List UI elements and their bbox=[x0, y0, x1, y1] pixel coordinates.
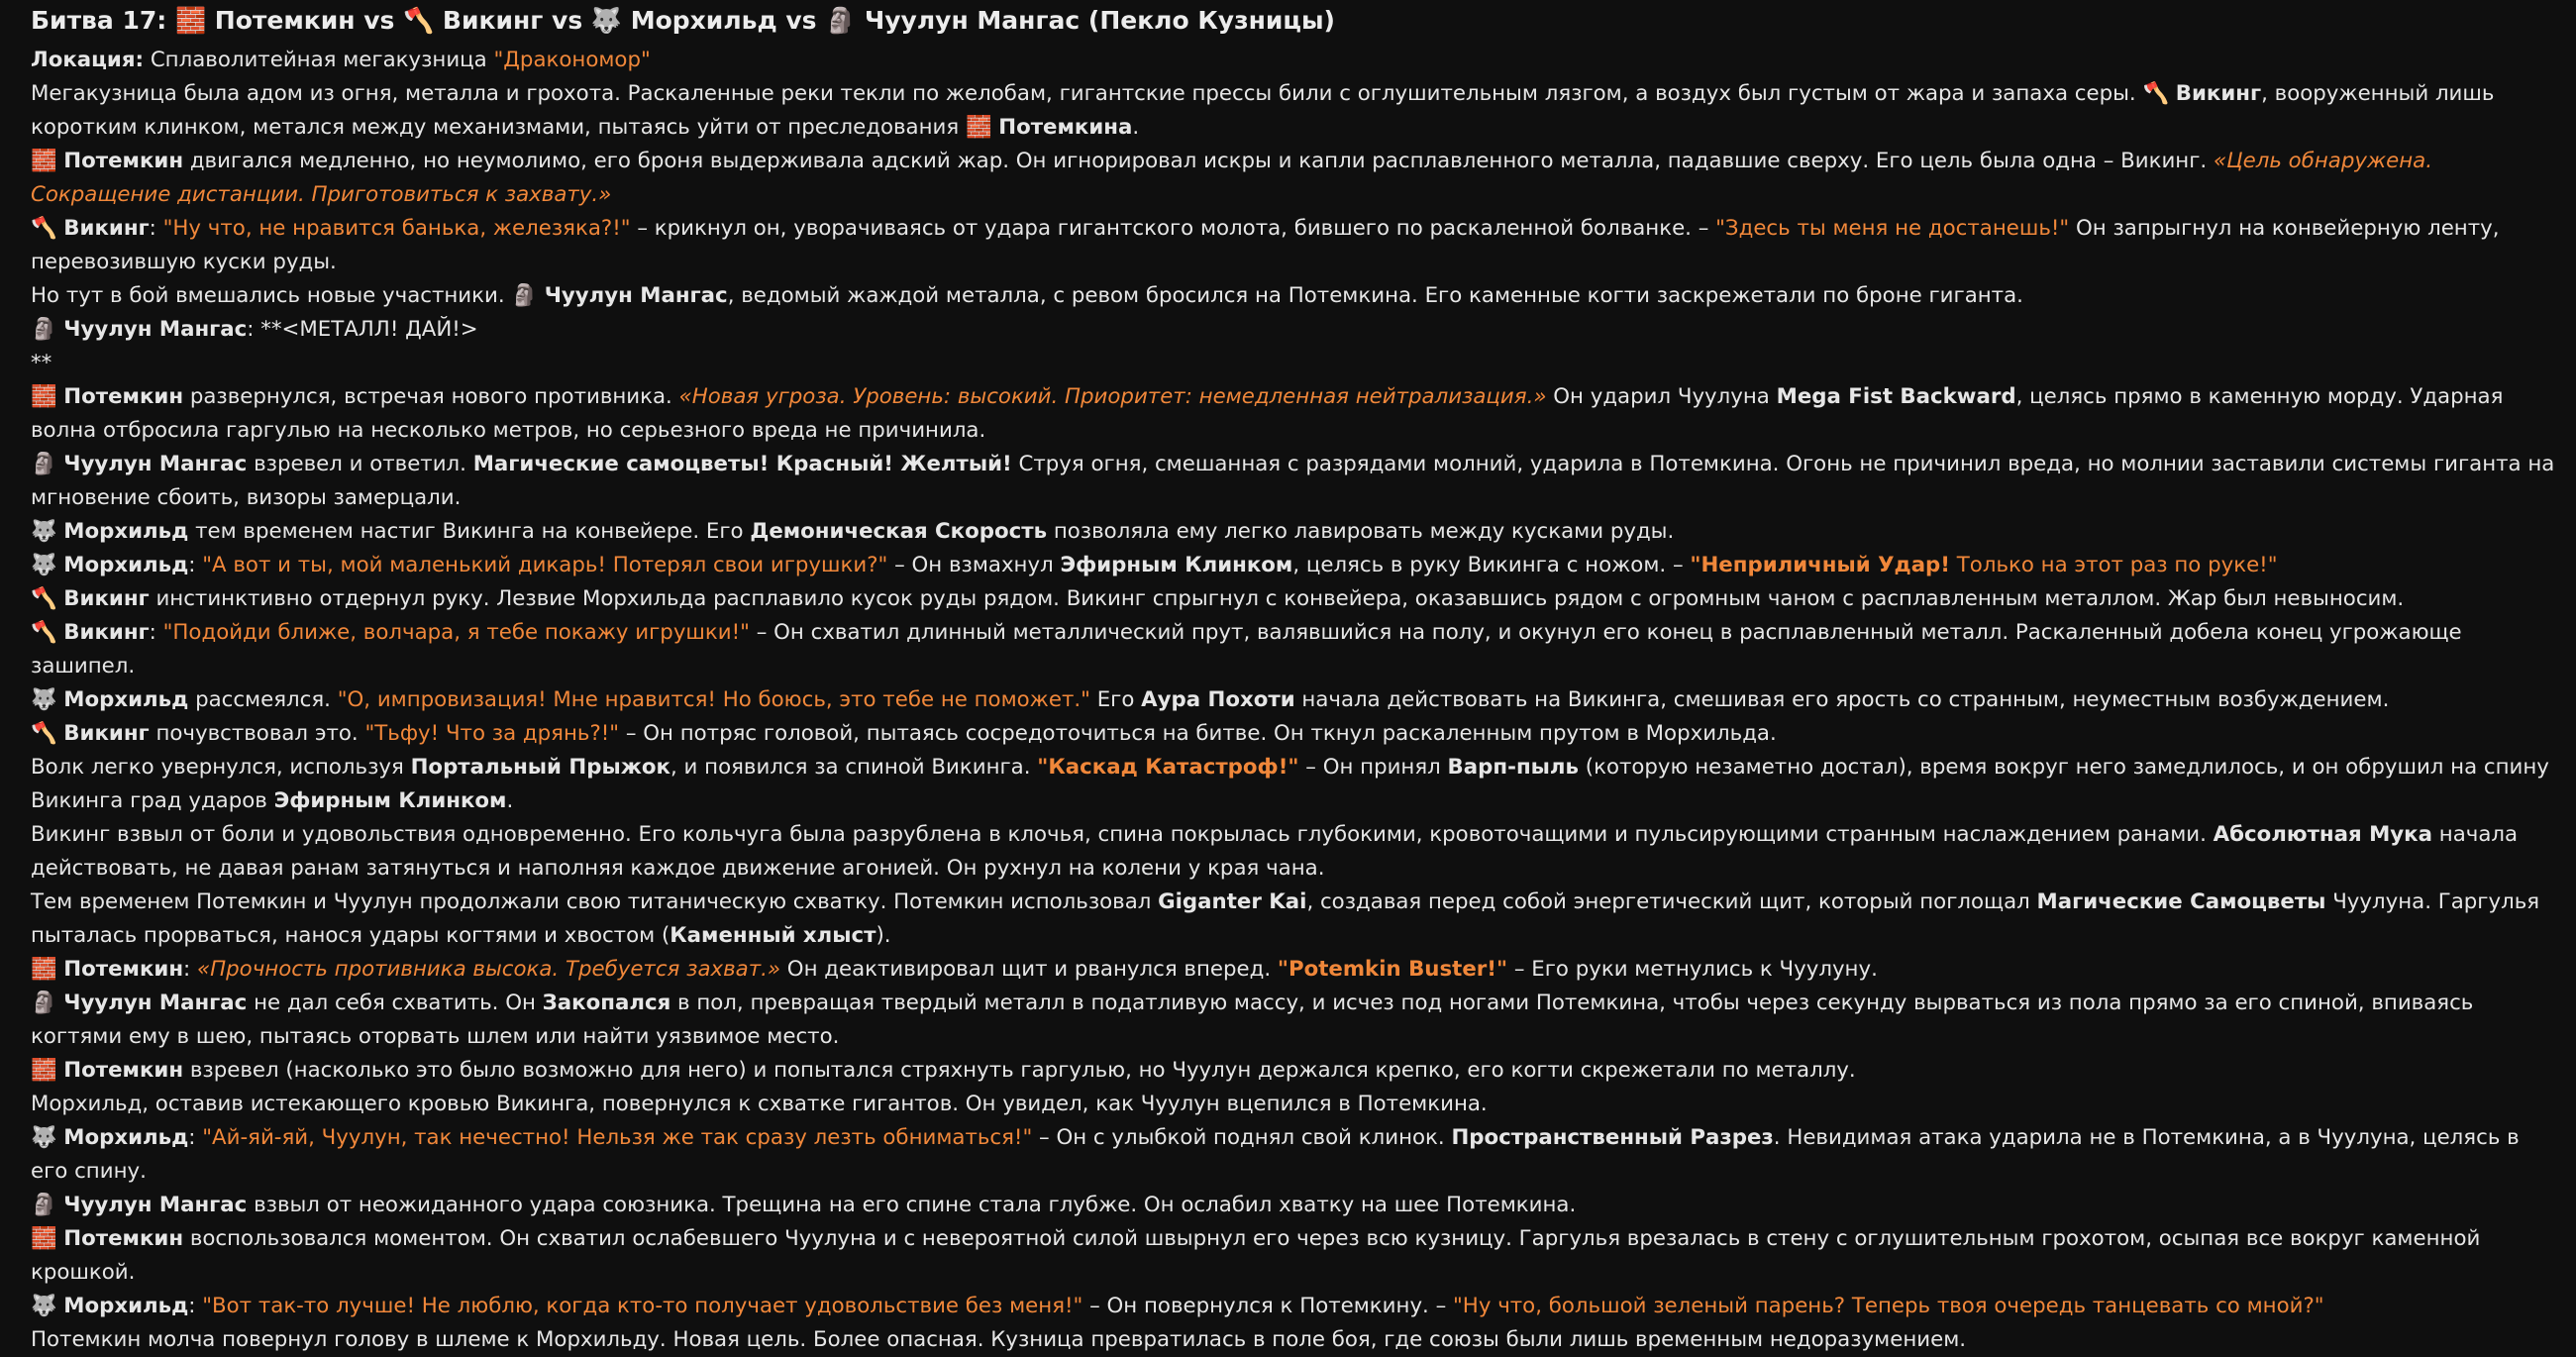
text-run: 🐺 bbox=[31, 1294, 64, 1318]
text-run: , целясь прямо в каменную морду. Ударная волна отбросила гаргулью на несколько метров, но серьезного вреда не причинила. bbox=[31, 384, 2511, 443]
bold-quote-text: "Каскад Катастроф!" bbox=[1037, 755, 1299, 780]
text-run: двигался медленно, но неумолимо, его броня выдерживала адский жар. Он игнорировал искры и капли расплавленного металла, падавшие сверху. Его цель была одна – Викинг. bbox=[183, 149, 2214, 173]
text-run: . bbox=[1132, 115, 1140, 140]
text-run: ). bbox=[876, 923, 891, 948]
quote-text: "Ну что, большой зеленый парень? Теперь твоя очередь танцевать со мной?" bbox=[1453, 1294, 2324, 1318]
text-run: Он деактивировал щит и рванулся вперед. bbox=[780, 957, 1278, 982]
bold-text: Морхильд bbox=[63, 1125, 189, 1150]
text-run: взвыл от неожиданного удара союзника. Трещина на его спине стала глубже. Он ослабил хватку на шее Потемкина. bbox=[247, 1193, 1577, 1217]
text-run: : bbox=[188, 1125, 203, 1150]
text-run: 🐺 bbox=[31, 1125, 64, 1150]
text-run: 🗿 bbox=[31, 317, 64, 342]
quote-text: "О, импровизация! Мне нравится! Но боюсь, это тебе не поможет." bbox=[337, 687, 1090, 712]
bold-text: Эфирным Клинком bbox=[1060, 553, 1293, 577]
text-run: Сплаволитейная мегакузница bbox=[144, 48, 494, 72]
story-paragraph bbox=[31, 145, 2558, 212]
text-run: (которую незаметно достал), время вокруг него замедлилось, и он обрушил на спину Викинга град ударов bbox=[31, 755, 2556, 813]
story-paragraph bbox=[31, 582, 2558, 616]
text-run: Но тут в бой вмешались новые участники. 🗿 bbox=[31, 283, 545, 308]
text-run: 🗿 bbox=[31, 452, 64, 476]
text-run: – крикнул он, уворачиваясь от удара гигантского молота, бившего по раскаленной болванке. – bbox=[630, 216, 1716, 241]
text-run: – Он с улыбкой поднял свой клинок. bbox=[1032, 1125, 1452, 1150]
story-paragraph bbox=[31, 1054, 2558, 1088]
text-run: Морхильд, оставив истекающего кровью Викинга, повернулся к схватке гигантов. Он увидел, как Чуулун вцепился в Потемкина. bbox=[31, 1092, 1488, 1116]
text-run: не дал себя схватить. Он bbox=[247, 991, 543, 1015]
story-paragraph bbox=[31, 1222, 2558, 1290]
story-paragraph bbox=[31, 953, 2558, 987]
text-run: 🧱 bbox=[31, 149, 64, 173]
quote-text: "Ай-яй-яй, Чуулун, так нечестно! Нельзя же так сразу лезть обниматься!" bbox=[202, 1125, 1033, 1150]
italic-quote-text: «Новая угроза. Уровень: высокий. Приоритет: немедленная нейтрализация.» bbox=[678, 384, 1547, 409]
story-paragraph bbox=[31, 1290, 2558, 1323]
bold-text: Варп-пыль bbox=[1447, 755, 1579, 780]
text-run: 🐺 bbox=[31, 687, 64, 712]
story-paragraph bbox=[31, 313, 2558, 347]
text-run: 🗿 bbox=[31, 1193, 64, 1217]
text-run: Струя огня, смешанная с разрядами молний, ударила в Потемкина. Огонь не причинил вреда, но молнии заставили системы гиганта на мгновение сбоить, визоры замерцали. bbox=[31, 452, 2562, 510]
page-title: Битва 17: 🧱 Потемкин vs 🪓 Викинг vs 🐺 Морхильд vs 🗿 Чуулун Мангас (Пекло Кузницы) bbox=[31, 6, 1335, 35]
bold-text: Викинг bbox=[63, 620, 150, 645]
text-run: Волк легко увернулся, используя bbox=[31, 755, 411, 780]
text-run: : bbox=[188, 1294, 203, 1318]
story-paragraph bbox=[31, 751, 2558, 818]
text-run: почувствовал это. bbox=[149, 721, 365, 746]
story-paragraph bbox=[31, 515, 2558, 549]
story-paragraph bbox=[31, 44, 2558, 77]
story-paragraph bbox=[31, 616, 2558, 683]
story-paragraph bbox=[31, 717, 2558, 751]
italic-quote-text: «Цель обнаружена. Сокращение дистанции. Приготовиться к захвату.» bbox=[31, 149, 2439, 207]
quote-text: "Здесь ты меня не достанешь!" bbox=[1715, 216, 2070, 241]
story-paragraph bbox=[31, 1189, 2558, 1222]
text-run: Потемкин молча повернул голову в шлеме к Морхильду. Новая цель. Более опасная. Кузница превратилась в поле боя, где союзы были лишь временным недоразумением. bbox=[31, 1327, 1967, 1352]
bold-text: Закопался bbox=[542, 991, 671, 1015]
bold-text: Чуулун Мангас bbox=[544, 283, 728, 308]
bold-text: Потемкин bbox=[63, 957, 184, 982]
text-run: развернулся, встречая нового противника. bbox=[183, 384, 679, 409]
bold-text: Викинг bbox=[63, 721, 150, 746]
text-run: , ведомый жаждой металла, с ревом бросился на Потемкина. Его каменные когти заскрежетали по броне гиганта. bbox=[727, 283, 2023, 308]
bold-text: Магические Самоцветы bbox=[2036, 889, 2326, 914]
text-run: взревел (насколько это было возможно для него) и попытался стряхнуть гаргулью, но Чуулун держался крепко, его когти скрежетали по металлу. bbox=[183, 1058, 1856, 1083]
story-paragraph bbox=[31, 279, 2558, 313]
bold-text: Потемкин bbox=[63, 384, 184, 409]
bold-text: Чуулун Мангас bbox=[63, 991, 248, 1015]
bold-text: Потемкин bbox=[63, 1058, 184, 1083]
bold-text: Локация: bbox=[31, 48, 145, 72]
bold-text: Каменный хлыст bbox=[670, 923, 876, 948]
bold-text: Викинг bbox=[63, 216, 150, 241]
bold-text: Демоническая Скорость bbox=[750, 519, 1048, 544]
text-run: , целясь в руку Викинга с ножом. – bbox=[1292, 553, 1691, 577]
text-run: , вооруженный лишь коротким клинком, метался между механизмами, пытаясь уйти от преследования 🧱 bbox=[31, 81, 2502, 140]
bold-text: Магические самоцветы! Красный! Желтый! bbox=[472, 452, 1012, 476]
story-paragraph bbox=[31, 818, 2558, 886]
bold-text: Викинг bbox=[63, 586, 150, 611]
quote-text: Только на этот раз по руке!" bbox=[1950, 553, 2278, 577]
text-run: 🪓 bbox=[31, 620, 64, 645]
story-paragraph bbox=[31, 1323, 2558, 1357]
text-run: 🐺 bbox=[31, 553, 64, 577]
story-paragraph bbox=[31, 347, 2558, 380]
text-run: начала действовать, не давая ранам затянуться и наполняя каждое движение агонией. Он рухнул на колени у края чана. bbox=[31, 822, 2524, 881]
text-run: – Он потряс головой, пытаясь сосредоточиться на битве. Он ткнул раскаленным прутом в Морхильда. bbox=[619, 721, 1777, 746]
text-run: 🐺 bbox=[31, 519, 64, 544]
story-paragraph bbox=[31, 683, 2558, 717]
text-run: – Он взмахнул bbox=[887, 553, 1061, 577]
story-paragraph bbox=[31, 1088, 2558, 1121]
text-run: Он запрыгнул на конвейерную ленту, перевозившую куски руды. bbox=[31, 216, 2507, 274]
story-paragraph bbox=[31, 1121, 2558, 1189]
bold-text: Морхильд bbox=[63, 553, 189, 577]
quote-text: "А вот и ты, мой маленький дикарь! Потерял свои игрушки?" bbox=[202, 553, 888, 577]
bold-text: Чуулун Мангас bbox=[63, 452, 248, 476]
story-paragraph bbox=[31, 77, 2558, 145]
text-run: воспользовался моментом. Он схватил ослабевшего Чуулуна и с невероятной силой швырнул его через всю кузницу. Гаргулья врезалась в стену с оглушительным грохотом, осыпая все вокруг каменной крошкой. bbox=[31, 1226, 2488, 1285]
text-run: . bbox=[506, 788, 514, 813]
bold-text: Чуулун Мангас bbox=[63, 317, 248, 342]
bold-text: Абсолютная Мука bbox=[2213, 822, 2432, 847]
story-paragraph bbox=[31, 886, 2558, 953]
bold-text: Giganter Kai bbox=[1158, 889, 1307, 914]
story-paragraph bbox=[31, 448, 2562, 515]
text-run: – Он повернулся к Потемкину. – bbox=[1082, 1294, 1454, 1318]
text-run: 🧱 bbox=[31, 1058, 64, 1083]
text-run: 🧱 bbox=[31, 1226, 64, 1251]
bold-text: Потемкин bbox=[63, 149, 184, 173]
bold-text: Потемкина bbox=[998, 115, 1133, 140]
text-run: 🧱 bbox=[31, 957, 64, 982]
bold-quote-text: "Potemkin Buster!" bbox=[1277, 957, 1508, 982]
text-run: взревел и ответил. bbox=[247, 452, 473, 476]
bold-text: Портальный Прыжок bbox=[410, 755, 671, 780]
text-run: , создавая перед собой энергетический щит, который поглощал bbox=[1306, 889, 2037, 914]
quote-text: "Дракономор" bbox=[493, 48, 651, 72]
text-run: инстинктивно отдернул руку. Лезвие Морхильда расплавило кусок руды рядом. Викинг спрыгнул с конвейера, оказавшись рядом с огромным чаном с расплавленным металлом. Жар был невыносим. bbox=[149, 586, 2405, 611]
text-run: Его bbox=[1089, 687, 1142, 712]
quote-text: "Вот так-то лучше! Не люблю, когда кто-то получает удовольствие без меня!" bbox=[202, 1294, 1083, 1318]
story-paragraph bbox=[31, 987, 2558, 1054]
bold-text: Морхильд bbox=[63, 519, 189, 544]
text-run: , и появился за спиной Викинга. bbox=[670, 755, 1038, 780]
bold-text: Морхильд bbox=[63, 687, 189, 712]
text-run: . Невидимая атака ударила не в Потемкина, а в Чуулуна, целясь в его спину. bbox=[31, 1125, 2526, 1184]
quote-text: "Подойди ближе, волчара, я тебе покажу игрушки!" bbox=[162, 620, 750, 645]
text-run: тем временем настиг Викинга на конвейере. Его bbox=[188, 519, 751, 544]
quote-text: "Ну что, не нравится банька, железяка?!" bbox=[162, 216, 631, 241]
italic-quote-text: «Прочность противника высока. Требуется захват.» bbox=[197, 957, 781, 982]
text-run: 🪓 bbox=[31, 586, 64, 611]
bold-text: Аура Похоти bbox=[1141, 687, 1295, 712]
bold-text: Викинг bbox=[2175, 81, 2262, 106]
bold-text: Эфирным Клинком bbox=[273, 788, 507, 813]
text-run: позволяла ему легко лавировать между кусками руды. bbox=[1047, 519, 1675, 544]
quote-text: "Тьфу! Что за дрянь?!" bbox=[364, 721, 620, 746]
bold-text: Чуулун Мангас bbox=[63, 1193, 248, 1217]
story-paragraph bbox=[31, 380, 2558, 448]
bold-text: Пространственный Разрез bbox=[1451, 1125, 1774, 1150]
bold-quote-text: "Неприличный Удар! bbox=[1690, 553, 1951, 577]
story-body bbox=[31, 44, 2562, 1357]
story-paragraph bbox=[31, 549, 2558, 582]
bold-text: Морхильд bbox=[63, 1294, 189, 1318]
text-run: начала действовать на Викинга, смешивая его ярость со странным, неуместным возбуждением. bbox=[1294, 687, 2390, 712]
story-paragraph bbox=[31, 212, 2558, 279]
text-run: 🪓 bbox=[31, 721, 64, 746]
text-run: 🧱 bbox=[31, 384, 64, 409]
text-run: 🗿 bbox=[31, 991, 64, 1015]
text-run: в пол, превращая твердый металл в податливую массу, и исчез под ногами Потемкина, чтобы через секунду вырваться из пола прямо за его спиной, впиваясь когтями ему в шею, пытаясь оторвать шлем или найти уязвимое место. bbox=[31, 991, 2481, 1049]
text-run: – Он схватил длинный металлический прут, валявшийся на полу, и окунул его конец в расплавленный металл. Раскаленный добела конец угрожающе зашипел. bbox=[31, 620, 2469, 678]
text-run: : bbox=[188, 553, 203, 577]
text-run: – Его руки метнулись к Чуулуну. bbox=[1507, 957, 1878, 982]
text-run: : **<МЕТАЛЛ! ДАЙ!> bbox=[247, 317, 478, 342]
text-run: : bbox=[149, 216, 163, 241]
text-run: Мегакузница была адом из огня, металла и грохота. Раскаленные реки текли по желобам, гигантские прессы били с оглушительным лязгом, а воздух был густым от жара и запаха серы. 🪓 bbox=[31, 81, 2176, 106]
text-run: Чуулуна. Гаргулья пыталась прорваться, нанося удары когтями и хвостом ( bbox=[31, 889, 2546, 948]
text-run: 🪓 bbox=[31, 216, 64, 241]
text-run: – Он принял bbox=[1298, 755, 1448, 780]
text-run: Он ударил Чуулуна bbox=[1546, 384, 1777, 409]
text-run: Викинг взвыл от боли и удовольствия одновременно. Его кольчуга была разрублена в клочья, спина покрылась глубокими, кровоточащими и пульсирующими странным наслаждением ранами. bbox=[31, 822, 2214, 847]
text-run: рассмеялся. bbox=[188, 687, 338, 712]
bold-text: Mega Fist Backward bbox=[1776, 384, 2016, 409]
text-run: ** bbox=[31, 351, 52, 375]
text-run: : bbox=[183, 957, 197, 982]
text-run: Тем временем Потемкин и Чуулун продолжали свою титаническую схватку. Потемкин использовал bbox=[31, 889, 1159, 914]
bold-text: Потемкин bbox=[63, 1226, 184, 1251]
text-run: : bbox=[149, 620, 163, 645]
